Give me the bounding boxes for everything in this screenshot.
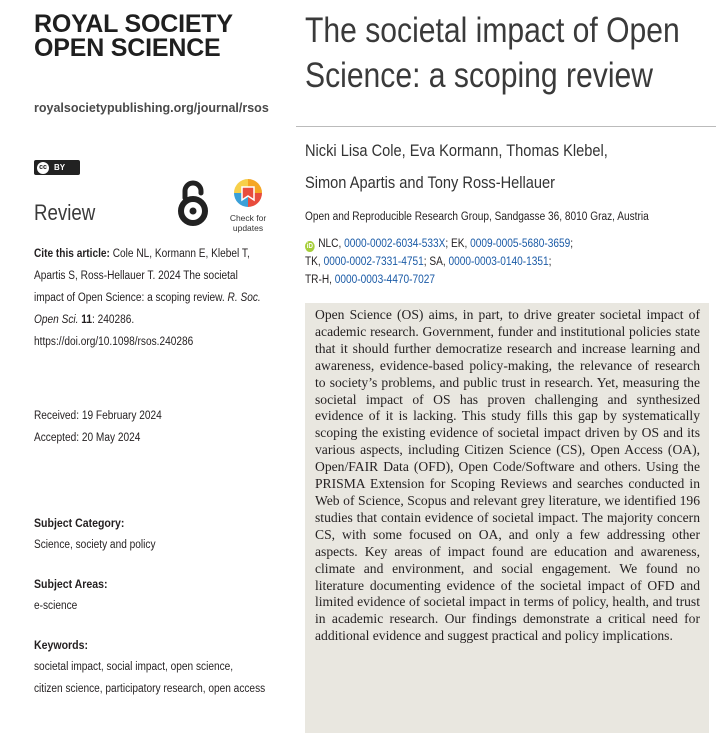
- check-for-updates-icon: [231, 178, 265, 208]
- check-for-updates-label-1: Check for: [229, 213, 267, 223]
- check-for-updates-label-2: updates: [232, 223, 264, 233]
- article-title: The societal impact of Open Science: a scoping review: [305, 11, 680, 95]
- subject-category-value: Science, society and policy: [34, 539, 156, 551]
- received-date: Received: 19 February 2024: [34, 410, 162, 422]
- keywords-heading: Keywords:: [34, 638, 88, 652]
- cc-by-license-badge[interactable]: [34, 160, 80, 175]
- keywords-line2: citizen science, participatory research, open access: [34, 683, 266, 695]
- authors-line1: Nicki Lisa Cole, Eva Kormann, Thomas Klebel,: [305, 141, 608, 160]
- cite-volume: 11: [78, 314, 92, 326]
- orcid-icon: iD: [306, 243, 313, 250]
- abstract-box: Open Science (OS) aims, in part, to drive greater societal impact of academic research. Government, funder and institutional policies state that it should further democratize research and increase learning and awareness, evidence-based policy-making, the relevance of research to society’s problems, and public trust in research. Yet, measuring the societal impact of OS has proven challenging and synthesized evidence of it is lacking. This study fills this gap by systematically scoping the existing evidence of societal impact driven by OS and its various aspects, including Citizen Science (CS), Open Access (OA), Open/FAIR Data (OFD), Open Code/Software and others. Using the PRISMA Extension for Scoping Reviews and searches conducted in Web of Science, Scopus and relevant grey literature, we identified 196 studies that contain evidence of societal impact. The majority concern CS, with some focused on OA, and only a few addressing other aspects. Key areas of impact found are education and awareness, climate and environment, and social engagement. We found no literature documenting evidence of the societal impact of OFD and limited evidence of societal impact in terms of policy, health, and trust in academic research. Our findings demonstrate a critical need for additional evidence and suggest practical and policy implications.: [305, 303, 709, 733]
- orcid-list: iD NLC, 0000-0002-6034-533X; EK, 0009-0005-5680-3659; TK, 0000-0002-7331-4751; SA, 0000-0003-0140-1351; TR-H, 0000-0003-4470-7027: [305, 238, 574, 286]
- orcid-link-trh[interactable]: 0000-0003-4470-7027: [334, 274, 435, 286]
- by-license-label: BY: [54, 163, 66, 172]
- affiliation: Open and Reproducible Research Group, Sandgasse 36, 8010 Graz, Austria: [305, 211, 649, 223]
- orcid-link-sa[interactable]: 0000-0003-0140-1351: [448, 256, 549, 268]
- cite-text: Cole NL, Kormann E, Klebel T, Apartis S, Ross-Hellauer T. 2024 The societal impact of Open Science: a scoping review.: [34, 248, 250, 304]
- citation-block: [34, 243, 266, 353]
- subject-areas-value: e-science: [34, 600, 78, 612]
- cite-pages: : 240286.: [91, 314, 135, 326]
- open-access-icon: [176, 180, 210, 231]
- subject-category-heading: Subject Category:: [34, 516, 125, 530]
- cc-license-icon: cc: [37, 162, 49, 174]
- journal-name-line1: ROYAL SOCIETY: [34, 10, 233, 38]
- authors-line2: Simon Apartis and Tony Ross-Hellauer: [305, 173, 556, 192]
- title-divider: [296, 126, 716, 127]
- keywords: [34, 634, 298, 700]
- article-type: Review: [34, 200, 96, 225]
- orcid-link-ek[interactable]: 0009-0005-5680-3659: [470, 238, 571, 250]
- authors: [305, 135, 666, 199]
- accepted-date: Accepted: 20 May 2024: [34, 432, 141, 444]
- orcid-link-nlc[interactable]: 0000-0002-6034-533X: [344, 238, 446, 250]
- orcid-link-tk[interactable]: 0000-0002-7331-4751: [323, 256, 424, 268]
- cite-label: Cite this article:: [34, 248, 110, 260]
- subject-category: [34, 512, 156, 556]
- keywords-line1: societal impact, social impact, open science,: [34, 661, 234, 673]
- journal-name: [34, 12, 233, 60]
- check-for-updates-button[interactable]: [226, 178, 270, 233]
- subject-areas-heading: Subject Areas:: [34, 577, 108, 591]
- cite-journal: R. Soc. Open Sci.: [34, 292, 261, 326]
- journal-url-link[interactable]: royalsocietypublishing.org/journal/rsos: [34, 101, 269, 115]
- subject-areas: [34, 573, 108, 617]
- doi-link[interactable]: https://doi.org/10.1098/rsos.240286: [34, 336, 194, 348]
- journal-name-line2: OPEN SCIENCE: [34, 34, 221, 62]
- dates-block: [34, 405, 162, 449]
